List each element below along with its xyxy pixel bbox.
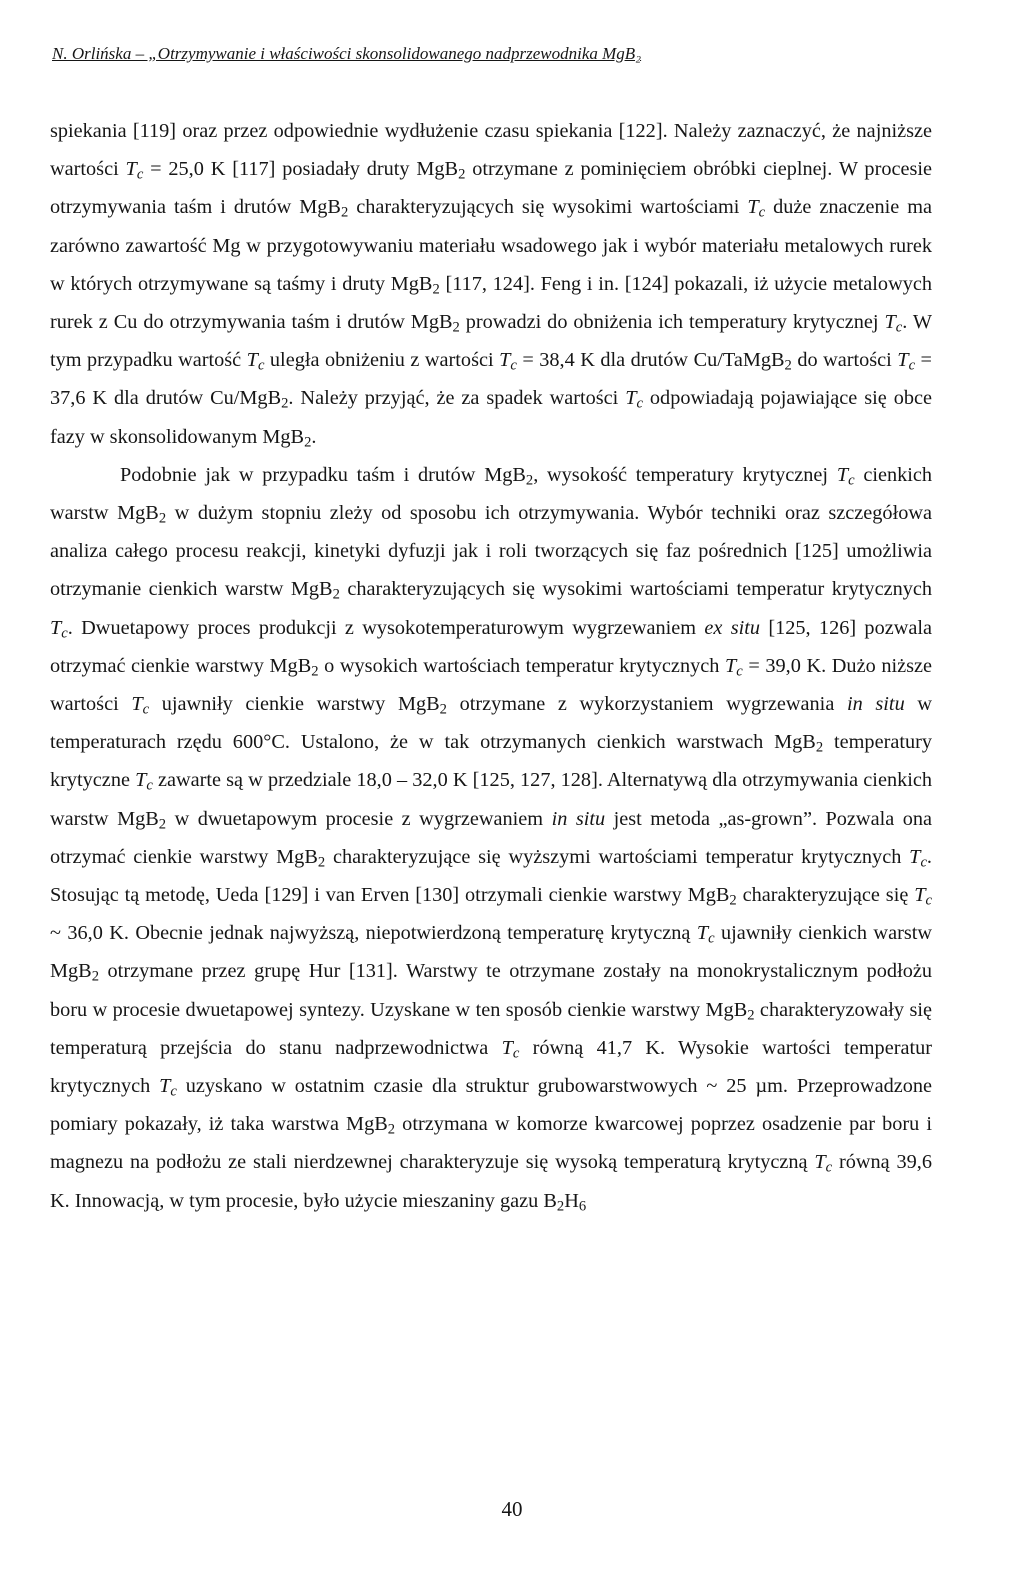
subscript: 2 xyxy=(281,396,289,413)
italic-text: T xyxy=(135,769,147,792)
subscript: c xyxy=(257,357,265,374)
text-run: równą 41,7 K. Wysokie wartości temperatur krytycznych xyxy=(50,1036,932,1098)
subscript: 2 xyxy=(452,319,460,336)
text-run: = 37,6 K dla drutów Cu/MgB xyxy=(50,349,932,410)
italic-text: T xyxy=(159,1075,171,1098)
italic-text: T xyxy=(125,158,137,181)
subscript: 2 xyxy=(158,510,167,527)
subscript: c xyxy=(170,1083,177,1100)
text-run: zawarte są w przedziale 18,0 – 32,0 K [125, 127, 128]. Alternatywą dla otrzymywania cienkich warstw MgB xyxy=(50,769,933,830)
text-run: w dużym stopniu zleży od sposobu ich otrzymywania. Wybór techniki oraz szczegółowa analiza całego procesu reakcji, kinetyki dyfuzji jak i roli tworzących się faz pośrednich [125] umożliwia otrzymanie cienkich warstw MgB xyxy=(50,502,932,601)
text-run: . Dwuetapowy proces produkcji z wysokotemperaturowym wygrzewaniem xyxy=(67,616,705,639)
body-text xyxy=(50,112,932,1220)
subscript: c xyxy=(848,472,855,489)
subscript: 2 xyxy=(525,472,534,489)
text-run: charakteryzowały się temperaturą przejścia do stanu nadprzewodnictwa xyxy=(50,998,932,1059)
text-run: charakteryzujących się wysokimi wartościami temperatur krytycznych xyxy=(339,578,932,601)
text-run: [125, 126] pozwala otrzymać cienkie warstwy MgB xyxy=(50,616,932,677)
text-run: , wysokość temperatury krytycznej xyxy=(533,463,837,486)
text-run: w temperaturach rzędu 600°C. Ustalono, że w tak otrzymanych cienkich warstwach MgB xyxy=(50,693,933,754)
text-run: otrzymane z wykorzystaniem wygrzewania xyxy=(446,693,847,716)
text-run: = 25,0 K [117] posiadały druty MgB xyxy=(143,158,459,181)
subscript: 2 xyxy=(747,1007,755,1024)
subscript: 2 xyxy=(304,434,312,451)
italic-text: T xyxy=(625,387,637,410)
paragraph-2 xyxy=(50,456,932,1220)
text-run: otrzymane przez grupę Hur [131]. Warstwy te otrzymane zostały na monokrystalicznym podłożu boru w procesie dwuetapowej syntezy. Uzyskane w ten sposób cienkie warstwy MgB xyxy=(50,960,932,1021)
running-header: N. Orlińska – „Otrzymywanie i właściwości skonsolidowanego nadprzewodnika MgB₂ xyxy=(52,44,642,63)
text-run: charakteryzujących się wysokimi wartościami xyxy=(348,196,748,219)
subscript: 2 xyxy=(340,205,349,222)
subscript: 2 xyxy=(729,892,737,909)
text-run: w dwuetapowym procesie z wygrzewaniem xyxy=(166,807,552,830)
text-run: cienkich warstw MgB xyxy=(50,463,933,525)
subscript: c xyxy=(708,930,715,947)
italic-text: T xyxy=(747,196,759,219)
subscript: c xyxy=(920,854,927,871)
subscript: 2 xyxy=(556,1198,565,1215)
text-run: duże znaczenie ma zarówno zawartość Mg w przygotowywaniu materiału wsadowego jak i wybór materiału metalowych rurek w których otrzymywane są taśmy i druty MgB xyxy=(50,196,932,295)
italic-text: T xyxy=(914,884,926,907)
subscript: 6 xyxy=(578,1198,587,1215)
text-run: . Należy przyjąć, że za spadek wartości xyxy=(288,387,626,410)
subscript: c xyxy=(136,166,144,183)
text-run: . xyxy=(311,425,317,448)
text-run: prowadzi do obniżenia ich temperatury krytycznej xyxy=(459,311,885,334)
text-run: jest metoda „as-grown”. Pozwala ona otrzymać cienkie warstwy MgB xyxy=(50,807,932,868)
italic-text: T xyxy=(131,693,143,716)
italic-text: T xyxy=(909,845,921,868)
italic-text: T xyxy=(499,349,511,372)
italic-text: T xyxy=(897,349,909,372)
subscript: 2 xyxy=(784,357,792,374)
subscript: 2 xyxy=(317,854,326,871)
text-run: spiekania [119] oraz przez odpowiednie wydłużenie czasu spiekania [122]. Należy zaznaczyć, że najniższe wartości xyxy=(50,120,932,181)
text-run: Podobnie jak w przypadku taśm i drutów MgB xyxy=(120,463,526,486)
subscript: 2 xyxy=(432,281,440,298)
text-run: [117, 124]. Feng i in. [124] pokazali, iż użycie metalowych rurek z Cu do otrzymywania taśm i drutów MgB xyxy=(50,272,932,334)
italic-text: T xyxy=(814,1151,826,1174)
text-run: ujawniły cienkie warstwy MgB xyxy=(149,693,440,716)
text-run: otrzymane z pominięciem obróbki cieplnej. W procesie otrzymywania taśm i drutów MgB xyxy=(50,158,932,219)
italic-text: T xyxy=(884,311,896,334)
text-run: = 39,0 K. Dużo niższe wartości xyxy=(50,654,932,716)
italic-text: T xyxy=(246,349,258,372)
italic-text: T xyxy=(50,616,62,639)
text-run: ~ 36,0 K. Obecnie jednak najwyższą, niepotwierdzoną temperaturę krytyczną xyxy=(50,922,697,945)
text-run: uzyskano w ostatnim czasie dla struktur grubowarstwowych ~ 25 µm. Przeprowadzone pomiary pokazały, iż taka warstwa MgB xyxy=(50,1075,932,1136)
text-run: charakteryzujące się wyższymi wartościami temperatur krytycznych xyxy=(325,845,910,868)
text-run: . W tym przypadku wartość xyxy=(50,311,933,372)
subscript: c xyxy=(146,778,153,795)
italic-text: ex situ xyxy=(704,616,761,639)
italic-text: in situ xyxy=(846,693,905,716)
text-run: do wartości xyxy=(791,349,898,372)
subscript: c xyxy=(895,319,903,336)
subscript: c xyxy=(925,892,932,909)
subscript: 2 xyxy=(387,1121,396,1138)
text-run: . Stosując tą metodę, Ueda [129] i van Erven [130] otrzymali cienkie warstwy MgB xyxy=(50,845,932,907)
subscript: 2 xyxy=(815,739,824,756)
text-run: H xyxy=(564,1189,579,1212)
text-run: charakteryzujące się xyxy=(736,884,915,907)
subscript: c xyxy=(736,663,743,680)
italic-text: T xyxy=(836,463,849,486)
text-run: temperatury krytyczne xyxy=(50,731,932,792)
subscript: c xyxy=(512,1045,520,1062)
text-run: otrzymana w komorze kwarcowej poprzez osadzenie par boru i magnezu na podłożu ze stali nierdzewnej charakteryzuje się wysoką temperaturą krytyczną xyxy=(50,1113,933,1174)
italic-text: T xyxy=(724,654,737,677)
subscript: 2 xyxy=(158,816,167,833)
subscript: 2 xyxy=(311,663,319,680)
subscript: c xyxy=(142,701,150,718)
subscript: 2 xyxy=(91,969,100,986)
page-number: 40 xyxy=(501,1497,523,1521)
subscript: c xyxy=(758,205,766,222)
italic-text: T xyxy=(501,1036,513,1059)
text-run: odpowiadają pojawiające się obce fazy w skonsolidowanym MgB xyxy=(50,387,932,448)
subscript: c xyxy=(636,396,643,413)
paragraph-1 xyxy=(50,112,932,456)
text-run: o wysokich wartościach temperatur krytycznych xyxy=(318,654,725,677)
text-run: ujawniły cienkich warstw MgB xyxy=(50,922,932,983)
subscript: 2 xyxy=(439,701,447,718)
text-run: równą 39,6 K. Innowacją, w tym procesie, było użycie mieszaniny gazu B xyxy=(50,1151,932,1212)
subscript: c xyxy=(825,1160,833,1177)
text-run: uległa obniżeniu z wartości xyxy=(264,349,500,372)
subscript: c xyxy=(908,357,916,374)
subscript: 2 xyxy=(332,587,340,604)
subscript: c xyxy=(510,357,517,374)
subscript: c xyxy=(61,625,68,642)
subscript: 2 xyxy=(458,166,466,183)
italic-text: T xyxy=(696,922,709,945)
italic-text: in situ xyxy=(551,807,606,830)
text-run: = 38,4 K dla drutów Cu/TaMgB xyxy=(516,349,785,372)
